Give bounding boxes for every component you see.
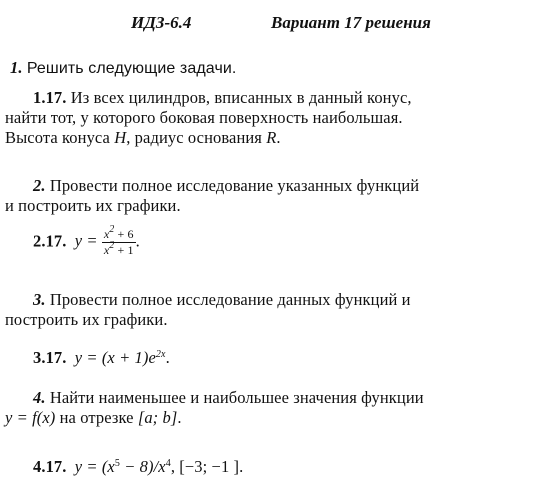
fraction-numerator [102,224,136,243]
denominator-base: x [103,243,110,257]
numerator-base: x [103,227,110,241]
task3-sub-number: 3.17. [33,348,67,367]
var-h: H [114,128,127,147]
task4-line2 [5,408,182,428]
task4-formula-line [33,457,243,477]
document-title: ИДЗ-6.4 [131,13,192,32]
task1-line1 [33,88,412,108]
task3-formula: y = (x + 1)e [74,348,156,367]
task2-lhs: y = [74,231,98,251]
task1-text-line3-a: Высота конуса [5,128,110,147]
denominator-rest: + 1 [114,243,134,257]
task4-exp2: 4 [165,458,171,469]
task4-exp1: 5 [114,458,120,469]
task1-text-line2: найти тот, у которого боковая поверхность наибольшая. [5,108,403,127]
task2-formula-line [33,224,140,257]
task1-line3 [5,128,281,148]
task4-number: 4. [33,388,46,407]
task1-text-line3-c: . [276,128,281,147]
task1-text-line3-b: , радиус основания [126,128,262,147]
task2-fraction [102,224,136,257]
task3-formula-line [33,348,170,368]
task3-exponent: 2x [155,349,166,360]
task3-tail: . [165,348,170,367]
task2-sub-number: 2.17. [33,231,67,251]
task2-tail: . [135,231,140,251]
variant-label: Вариант 17 решения [271,13,431,32]
task4-sub-number: 4.17. [33,457,67,476]
task3-text-line1: Провести полное исследование данных функций и [49,290,411,309]
task3-number: 3. [33,290,46,309]
task1-text-line1: Из всех цилиндров, вписанных в данный конус, [70,88,412,107]
task1-heading-line [10,58,236,78]
denominator-exp: 2 [109,240,115,251]
task4-line1 [33,388,424,408]
task4-formula-b: − 8)/x [119,457,166,476]
task2-text-line2: и построить их графики. [5,196,181,215]
task4-formula-a: y = (x [74,457,115,476]
task3-line1 [33,290,411,310]
task4-interval: [a; b] [137,408,178,427]
task2-number: 2. [33,176,46,195]
var-r: R [266,128,277,147]
task2-text-line1: Провести полное исследование указанных функций [49,176,420,195]
task4-text-line2-b: на отрезке [55,408,138,427]
task1-heading: Решить следующие задачи. [26,60,237,77]
task4-formula-c: , [−3; −1 ]. [170,457,244,476]
task4-function: y = f(x) [5,408,56,427]
task4-text-line1: Найти наименьшее и наибольшее значения функции [49,388,424,407]
task4-text-line2-d: . [177,408,182,427]
fraction-denominator [102,240,136,257]
task1-sub-number: 1.17. [33,88,67,107]
numerator-exp: 2 [109,224,115,235]
numerator-rest: + 6 [114,227,134,241]
task3-text-line2: построить их графики. [5,310,168,329]
task2-line1 [33,176,419,196]
task1-number: 1. [10,58,23,77]
